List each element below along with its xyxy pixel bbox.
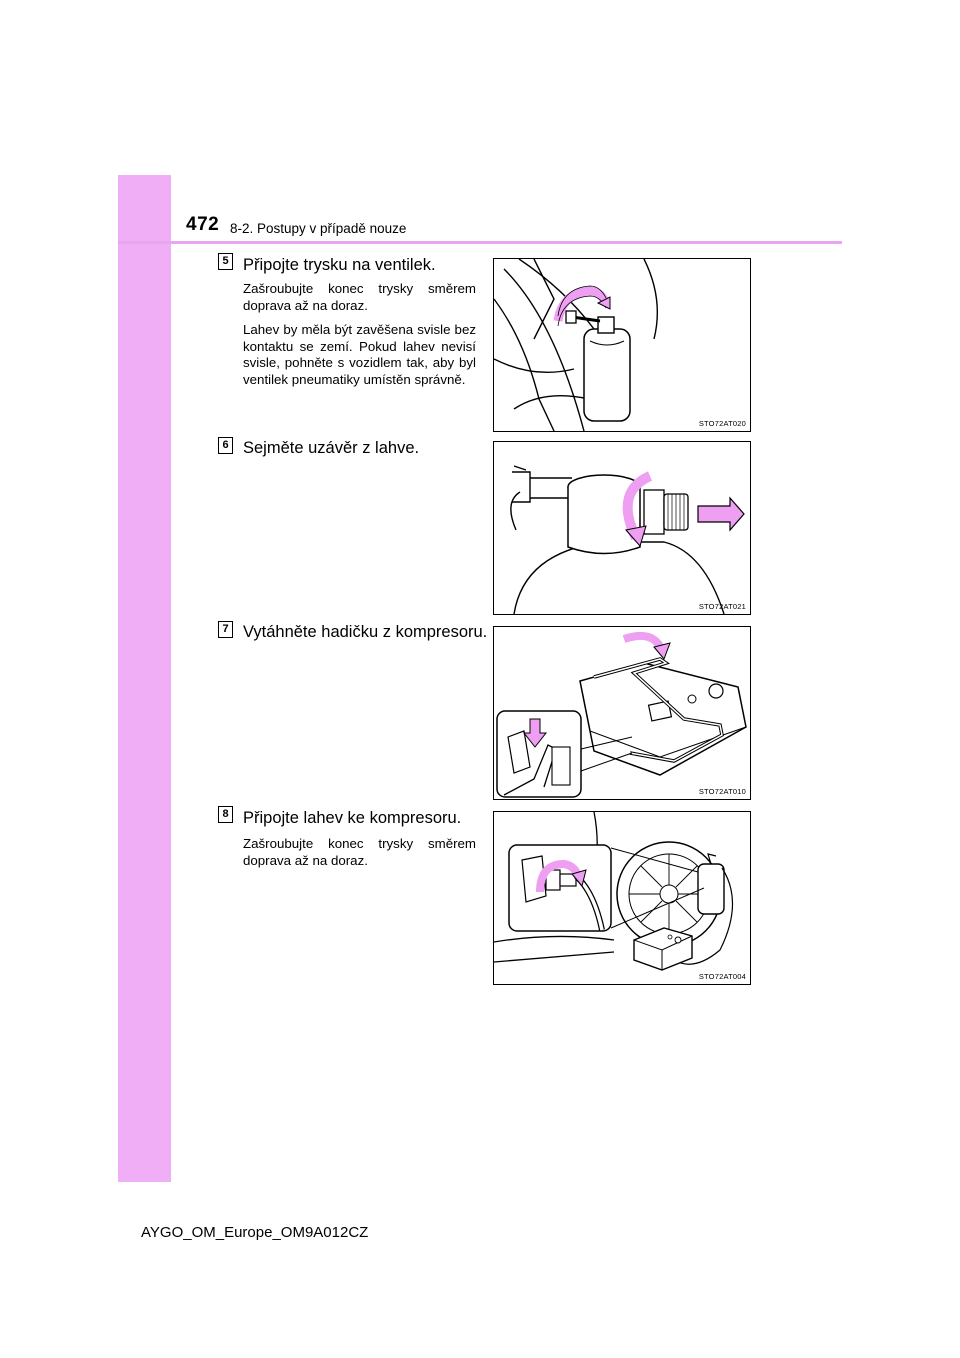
header-rule (118, 241, 842, 244)
section-title: 8-2. Postupy v případě nouze (230, 221, 407, 236)
figure-pull-hose-from-compressor (493, 626, 751, 800)
figure-connect-bottle-to-compressor (493, 811, 751, 985)
figure-code: STO72AT010 (698, 787, 746, 796)
illustration-bottle-cap (494, 442, 750, 614)
step-number-badge: 8 (218, 806, 233, 823)
step-heading: Připojte lahev ke kompresoru. (243, 809, 462, 827)
figure-code: STO72AT020 (698, 419, 746, 428)
chapter-sidebar-tab (118, 175, 171, 1182)
step-paragraph: Zašroubujte konec trysky směrem doprava až na doraz. (243, 836, 476, 868)
step-instructions (243, 836, 476, 877)
figure-code: STO72AT021 (698, 602, 746, 611)
footer-document-id: AYGO_OM_Europe_OM9A012CZ (141, 1224, 369, 1241)
illustration-wheel-valve-bottle (494, 259, 750, 431)
page-number: 472 (186, 214, 220, 235)
figure-remove-bottle-cap (493, 441, 751, 615)
step-heading: Vytáhněte hadičku z kompresoru. (243, 623, 488, 641)
step-instructions (243, 281, 476, 397)
illustration-bottle-compressor-connection (494, 812, 750, 984)
step-number-badge: 6 (218, 437, 233, 454)
step-heading: Sejměte uzávěr z lahve. (243, 439, 420, 457)
figure-code: STO72AT004 (698, 972, 746, 981)
step-paragraph: Zašroubujte konec trysky směrem doprava až na doraz. (243, 281, 476, 313)
step-heading: Připojte trysku na ventilek. (243, 256, 436, 274)
figure-nozzle-on-valve (493, 258, 751, 432)
step-number-badge: 5 (218, 253, 233, 270)
step-number-badge: 7 (218, 621, 233, 638)
illustration-compressor-hose (494, 627, 750, 799)
step-paragraph: Lahev by měla být zavěšena svisle bez kontaktu se zemí. Pokud lahev nevisí svisle, pohněte s vozidlem tak, aby byl ventilek pneumatiky umístěn správně. (243, 322, 476, 387)
